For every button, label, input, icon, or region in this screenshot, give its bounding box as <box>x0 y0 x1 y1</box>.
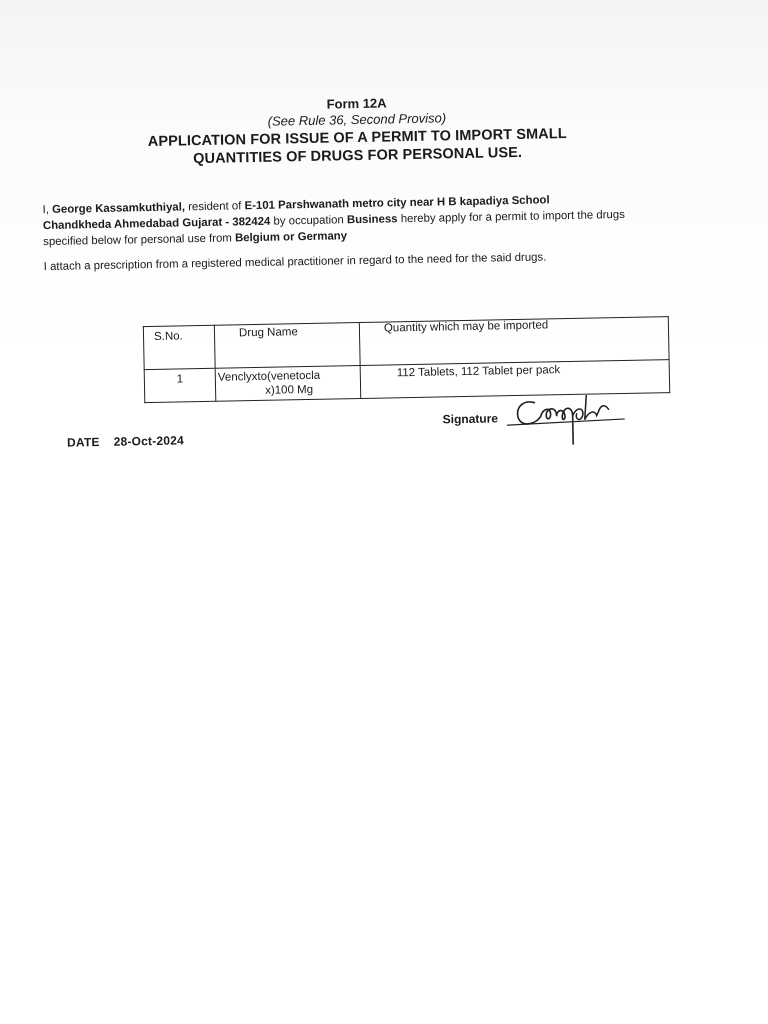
form-number: Form 12A <box>326 95 387 112</box>
form-title-line2: QUANTITIES OF DRUGS FOR PERSONAL USE. <box>193 144 523 168</box>
declaration-paragraph <box>42 190 673 250</box>
apply-text: hereby apply for a permit to import the drugs specified below for personal use from <box>43 208 625 249</box>
form-title-line1: APPLICATION FOR ISSUE OF A PERMIT TO IMPORT SMALL <box>147 126 567 151</box>
declaration-prefix: I, <box>42 203 53 217</box>
resident-of-text: resident of <box>184 200 245 214</box>
header-sno: S.No. <box>143 325 215 369</box>
date-line <box>67 433 184 449</box>
drug-name-line2: x)100 Mg <box>265 383 314 397</box>
signature-label: Signature <box>442 411 499 427</box>
drug-name-line1: Venclyxto(venetocla <box>217 369 321 384</box>
attachment-note: I attach a prescription from a registered medical practitioner in regard to the need for the said drugs. <box>43 251 547 274</box>
signature-block <box>442 399 643 453</box>
cell-sno: 1 <box>144 368 216 402</box>
header-quantity: Quantity which may be imported <box>359 317 669 366</box>
date-label: DATE <box>66 435 100 450</box>
import-country: Belgium or Germany <box>234 230 348 245</box>
cell-drug-name <box>215 366 361 402</box>
date-value: 28-Oct-2024 <box>113 433 185 449</box>
form-rule-reference: (See Rule 36, Second Proviso) <box>267 110 447 129</box>
occupation-value: Business <box>346 213 398 227</box>
applicant-name: George Kassamkuthiyal, <box>51 201 186 216</box>
occupation-text: by occupation <box>270 214 348 228</box>
handwritten-signature <box>504 385 635 449</box>
header-drug-name: Drug Name <box>214 323 360 369</box>
cell-quantity: 112 Tablets, 112 Tablet per pack <box>360 360 670 399</box>
address-line2: Chandkheda Ahmedabad Gujarat - 382424 <box>42 215 271 233</box>
address-line1: E-101 Parshwanath metro city near H B kapadiya School <box>244 194 550 213</box>
